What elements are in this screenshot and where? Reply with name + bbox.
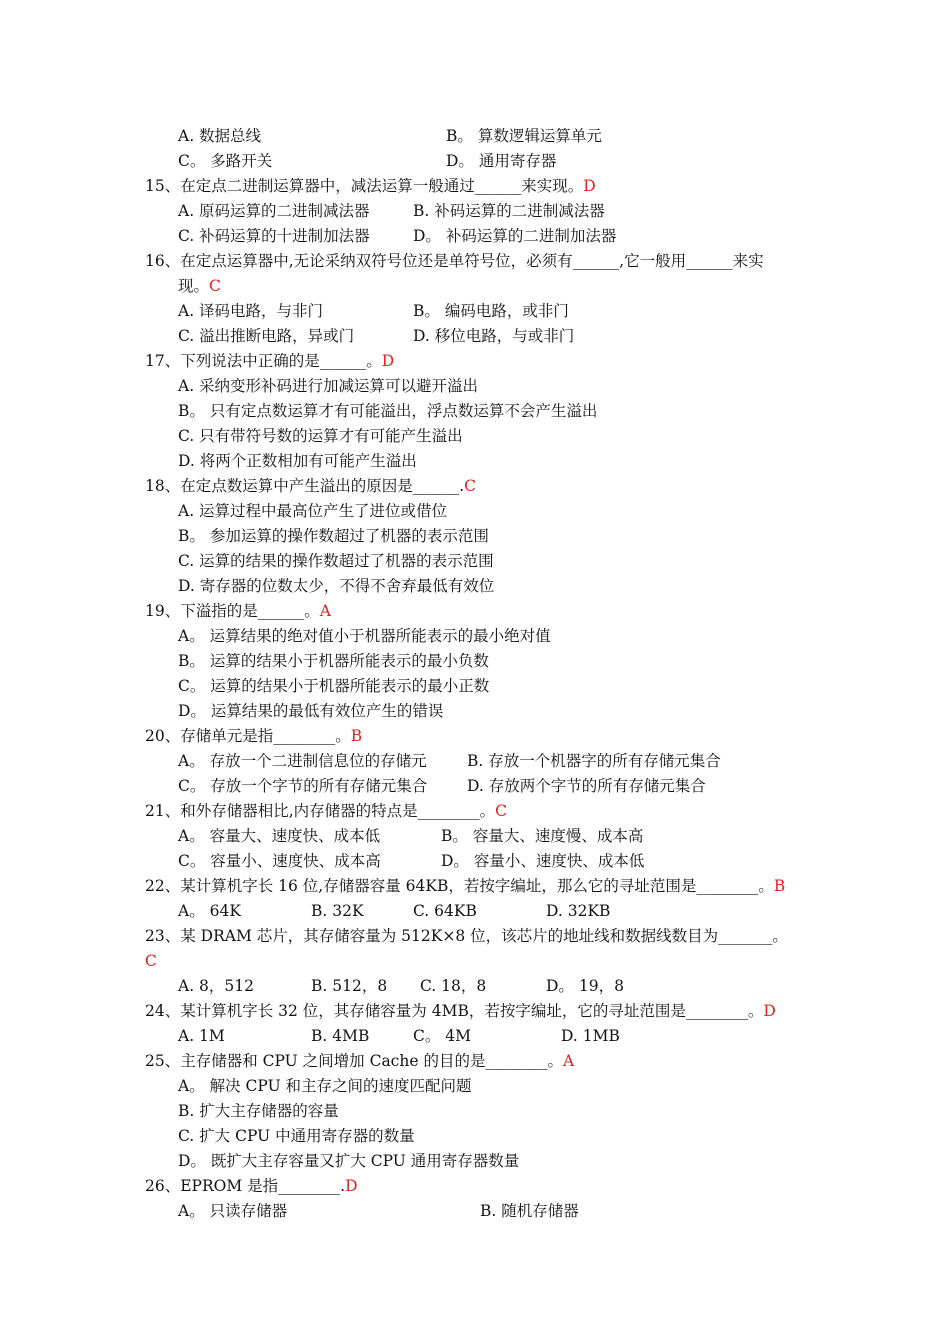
answer-key: D: [381, 352, 395, 370]
answer-key: B: [773, 877, 786, 895]
line-text: C. 运算的结果的操作数超过了机器的表示范围: [178, 552, 494, 570]
line-text: C. 补码运算的十进制加法器: [178, 227, 370, 245]
line-text: 16、在定点运算器中,无论采纳双符号位还是单符号位，必须有______,它一般用______来实: [145, 252, 764, 270]
line-text: D。 运算结果的最低有效位产生的错误: [178, 702, 444, 720]
line-text: 21、和外存储器相比,内存储器的特点是________。: [145, 802, 496, 820]
option-text: [178, 401, 597, 421]
line-text: D. 将两个正数相加有可能产生溢出: [178, 452, 417, 470]
line-text: D. 存放两个字节的所有存储元集合: [467, 777, 706, 795]
option-text: [413, 1026, 471, 1046]
line-text: 20、存储单元是指________。: [145, 727, 351, 745]
option-text: [561, 1026, 620, 1046]
line-text: C。 多路开关: [178, 152, 273, 170]
option-text: [178, 301, 323, 321]
line-text: 25、主存储器和 CPU 之间增加 Cache 的目的是________。: [145, 1052, 563, 1070]
question-text-continued: [145, 951, 157, 971]
line-text: B. 补码运算的二进制减法器: [413, 202, 605, 220]
option-text: [178, 426, 463, 446]
line-text: D. 32KB: [546, 902, 611, 920]
question-text: [145, 176, 596, 196]
option-text: [178, 126, 261, 146]
option-text: [178, 1201, 287, 1221]
line-text: B. 随机存储器: [480, 1202, 579, 1220]
line-text: B. 512，8: [311, 977, 388, 995]
line-text: A. 1M: [178, 1027, 225, 1045]
line-text: A. 运算过程中最高位产生了进位或借位: [178, 502, 448, 520]
answer-key: A: [319, 602, 331, 620]
line-text: B。 算数逻辑运算单元: [446, 127, 602, 145]
line-text: B。 只有定点数运算才有可能溢出，浮点数运算不会产生溢出: [178, 402, 598, 420]
answer-key: C: [145, 952, 157, 970]
option-text: [178, 976, 254, 996]
option-text: [178, 626, 551, 646]
option-text: [178, 1151, 519, 1171]
line-text: D. 1MB: [561, 1027, 620, 1045]
line-text: 24、某计算机字长 32 位，其存储容量为 4MB，若按字编址，它的寻址范围是________。: [145, 1002, 764, 1020]
option-text: [413, 301, 569, 321]
question-text: [145, 1051, 574, 1071]
line-text: A。 运算结果的绝对值小于机器所能表示的最小绝对值: [178, 627, 551, 645]
line-text: A. 译码电路，与非门: [178, 302, 324, 320]
question-text: [145, 251, 764, 271]
question-text: [145, 726, 362, 746]
option-text: [178, 226, 370, 246]
line-text: D。 19，8: [546, 977, 624, 995]
line-text: 18、在定点数运算中产生溢出的原因是______.: [145, 477, 465, 495]
line-text: B. 扩大主存储器的容量: [178, 1102, 339, 1120]
line-text: C。 4M: [413, 1027, 472, 1045]
option-text: [178, 1101, 339, 1121]
line-text: 22、某计算机字长 16 位,存储器容量 64KB，若按字编址，那么它的寻址范围是________。: [145, 877, 774, 895]
option-text: [467, 776, 706, 796]
question-text: [145, 926, 788, 946]
question-text: [145, 876, 785, 896]
option-text: [178, 526, 489, 546]
line-text: B。 编码电路，或非门: [413, 302, 569, 320]
option-text: [546, 901, 610, 921]
answer-key: B: [350, 727, 363, 745]
line-text: C. 64KB: [413, 902, 477, 920]
line-text: A. 原码运算的二进制减法器: [178, 202, 370, 220]
option-text: [178, 376, 478, 396]
answer-key: D: [583, 177, 596, 195]
line-text: B。 容量大、速度慢、成本高: [441, 827, 644, 845]
line-text: D。 既扩大主存容量又扩大 CPU 通用寄存器数量: [178, 1152, 520, 1170]
line-text: A. 采纳变形补码进行加减运算可以避开溢出: [178, 377, 479, 395]
line-text: B. 32K: [311, 902, 364, 920]
line-text: D. 移位电路，与或非门: [413, 327, 575, 345]
option-text: [178, 501, 447, 521]
line-text: A。 容量大、速度快、成本低: [178, 827, 381, 845]
option-text: [446, 151, 556, 171]
option-text: [178, 551, 494, 571]
option-text: [178, 201, 370, 221]
line-text: A。 解决 CPU 和主存之间的速度匹配问题: [178, 1077, 472, 1095]
answer-key: A: [562, 1052, 575, 1070]
question-text: [145, 1001, 776, 1021]
line-text: A。 只读存储器: [178, 1202, 288, 1220]
option-text: [178, 676, 489, 696]
line-text: B。 参加运算的操作数超过了机器的表示范围: [178, 527, 489, 545]
line-text: B。 运算的结果小于机器所能表示的最小负数: [178, 652, 489, 670]
line-text: D。 容量小、速度快、成本低: [441, 852, 645, 870]
answer-key: D: [345, 1177, 358, 1195]
option-text: [178, 1076, 472, 1096]
answer-key: C: [464, 477, 477, 495]
line-text: 现。: [178, 277, 210, 295]
line-text: B. 4MB: [311, 1027, 370, 1045]
option-text: [311, 976, 387, 996]
option-text: [311, 1026, 369, 1046]
answer-key: C: [495, 802, 508, 820]
line-text: B. 存放一个机器字的所有存储元集合: [467, 752, 721, 770]
option-text: [446, 126, 602, 146]
line-text: C. 18，8: [420, 977, 487, 995]
option-text: [178, 451, 417, 471]
line-text: A。 存放一个二进制信息位的存储元: [178, 752, 427, 770]
option-text: [178, 1026, 225, 1046]
option-text: [178, 751, 427, 771]
answer-key: C: [209, 277, 221, 295]
line-text: D. 寄存器的位数太少，不得不舍弃最低有效位: [178, 577, 495, 595]
line-text: 19、下溢指的是______。: [145, 602, 320, 620]
line-text: C. 溢出推断电路，异或门: [178, 327, 355, 345]
option-text: [178, 651, 489, 671]
option-text: [178, 901, 241, 921]
line-text: A。 64K: [178, 902, 241, 920]
option-text: [413, 901, 477, 921]
line-text: A. 数据总线: [178, 127, 262, 145]
option-text: [311, 901, 364, 921]
option-text: [441, 826, 643, 846]
option-text: [178, 826, 380, 846]
option-text: [178, 776, 427, 796]
option-text: [178, 1126, 415, 1146]
question-text: [145, 601, 331, 621]
option-text: [480, 1201, 579, 1221]
line-text: C. 扩大 CPU 中通用寄存器的数量: [178, 1127, 415, 1145]
option-text: [178, 326, 354, 346]
line-text: 26、EPROM 是指________.: [145, 1177, 346, 1195]
question-text-continued: [178, 276, 221, 296]
option-text: [467, 751, 721, 771]
line-text: 23、某 DRAM 芯片，其存储容量为 512K×8 位，该芯片的地址线和数据线数目为_______。: [145, 927, 788, 945]
line-text: 15、在定点二进制运算器中，减法运算一般通过______来实现。: [145, 177, 584, 195]
option-text: [178, 576, 494, 596]
option-text: [441, 851, 644, 871]
question-text: [145, 351, 394, 371]
option-text: [178, 151, 272, 171]
option-text: [413, 201, 605, 221]
line-text: 17、下列说法中正确的是______。: [145, 352, 382, 370]
line-text: A. 8，512: [178, 977, 254, 995]
line-text: D。 通用寄存器: [446, 152, 557, 170]
question-text: [145, 1176, 358, 1196]
line-text: C。 运算的结果小于机器所能表示的最小正数: [178, 677, 490, 695]
question-text: [145, 476, 476, 496]
option-text: [413, 326, 574, 346]
option-text: [178, 851, 381, 871]
option-text: [178, 701, 443, 721]
question-text: [145, 801, 507, 821]
option-text: [413, 226, 616, 246]
option-text: [420, 976, 486, 996]
line-text: D。 补码运算的二进制加法器: [413, 227, 617, 245]
option-text: [546, 976, 624, 996]
line-text: C. 只有带符号数的运算才有可能产生溢出: [178, 427, 463, 445]
line-text: C。 存放一个字节的所有存储元集合: [178, 777, 428, 795]
line-text: C。 容量小、速度快、成本高: [178, 852, 381, 870]
answer-key: D: [763, 1002, 776, 1020]
